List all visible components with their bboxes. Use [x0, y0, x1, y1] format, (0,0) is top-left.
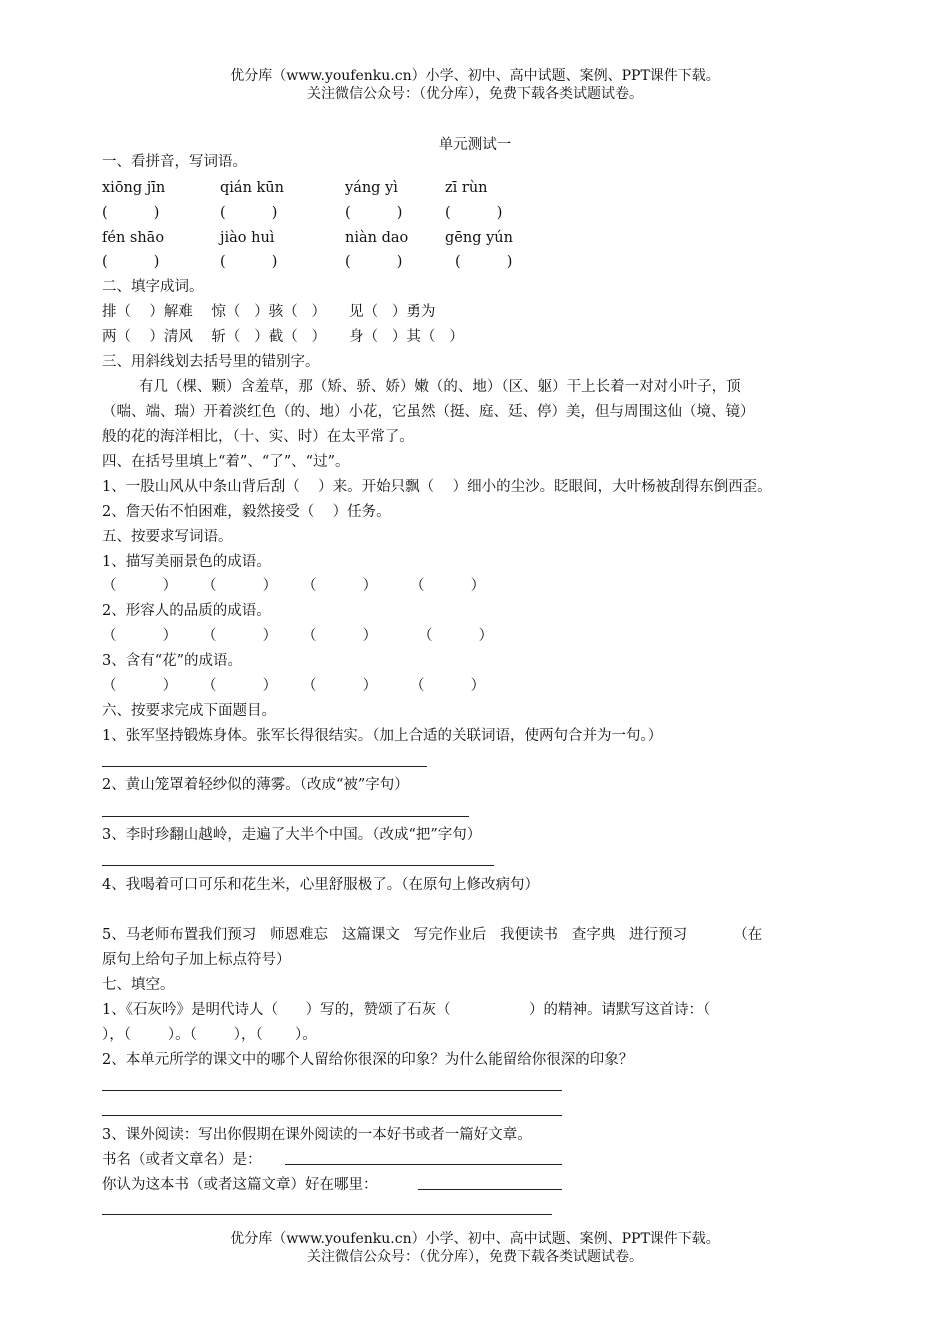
question-6-5-cont: 原句上给句子加上标点符号）: [102, 952, 291, 968]
why-good-line[interactable]: [418, 1189, 562, 1190]
question-7-2: 2、本单元所学的课文中的哪个人留给你很深的印象？为什么能留给你很深的印象？: [102, 1052, 634, 1068]
passage-line-2: （喘、端、瑞）开着淡红色（的、地）小花，它虽然（挺、庭、廷、停）美，但与周围这仙（境、镜）: [102, 404, 755, 420]
answer-blank[interactable]: ( ): [345, 205, 403, 221]
question-4-1: 1、一股山风从中条山背后刮（ ）来。开始只飘（ ）细小的尘沙。眨眼间，大叶杨被刮得东倒西歪。: [102, 479, 772, 495]
question-6-5: 5、马老师布置我们预习 师恩难忘 这篇课文 写完作业后 我便读书 查字典 进行预习 （在: [102, 927, 763, 943]
question-6-1: 1、张军坚持锻炼身体。张军长得很结实。（加上合适的关联词语，使两句合并为一句。）: [102, 728, 663, 744]
section-7-heading: 七、填空。: [102, 977, 175, 993]
question-7-1-cont: ），（ ）。（ ），（ ）。: [102, 1027, 317, 1043]
why-good-label: 你认为这本书（或者这篇文章）好在哪里：: [102, 1177, 378, 1193]
answer-line[interactable]: [102, 1115, 562, 1116]
header-line-2: 关注微信公众号：（优分库），免费下载各类试题试卷。: [307, 86, 643, 102]
answer-line[interactable]: [102, 1214, 552, 1215]
answer-blank[interactable]: （ ）: [418, 628, 494, 644]
page-title: 单元测试一: [438, 137, 512, 153]
footer-line-2: 关注微信公众号：（优分库），免费下载各类试题试卷。: [307, 1249, 643, 1265]
pinyin-7: niàn dao: [345, 230, 409, 246]
book-title-label: 书名（或者文章名）是：: [102, 1152, 262, 1168]
answer-blank[interactable]: （ ）: [302, 678, 378, 694]
question-6-4: 4、我喝着可口可乐和花生米，心里舒服极了。（在原句上修改病句）: [102, 877, 539, 893]
section-3-heading: 三、用斜线划去括号里的错别字。: [102, 354, 320, 370]
fill-row-1: 排（ ）解难 惊（ ）骇（ ） 见（ ）勇为: [102, 304, 436, 320]
answer-blank[interactable]: ( ): [345, 254, 403, 270]
question-6-2: 2、黄山笼罩着轻纱似的薄雾。（改成“被”字句）: [102, 777, 409, 793]
answer-blank[interactable]: （ ）: [410, 578, 486, 594]
question-7-1: 1、《石灰吟》是明代诗人（ ）写的，赞颂了石灰（ ）的精神。请默写这首诗：（: [102, 1002, 711, 1018]
section-2-heading: 二、填字成词。: [102, 279, 204, 295]
answer-blank[interactable]: （ ）: [202, 578, 278, 594]
pinyin-2: qián kūn: [220, 180, 284, 196]
header-line-1: 优分库（www.youfenku.cn）小学、初中、高中试题、案例、PPT课件下载。: [230, 68, 720, 84]
passage-line-3: 般的花的海洋相比，（十、实、时）在太平常了。: [102, 429, 414, 445]
question-7-3: 3、课外阅读：写出你假期在课外阅读的一本好书或者一篇好文章。: [102, 1127, 532, 1143]
answer-blank[interactable]: ( ): [102, 254, 160, 270]
pinyin-6: jiào huì: [220, 230, 275, 246]
pinyin-1: xiōng jīn: [102, 180, 166, 196]
answer-line[interactable]: [102, 816, 469, 817]
answer-blank[interactable]: ( ): [220, 205, 278, 221]
passage-line-1: 有几（棵、颗）含羞草，那（矫、骄、娇）嫩（的、地）（区、躯）干上长着一对对小叶子，顶: [102, 379, 741, 395]
section-4-heading: 四、在括号里填上“着”、“了”、“过”。: [102, 454, 350, 470]
answer-blank[interactable]: （ ）: [102, 578, 178, 594]
section-6-heading: 六、按要求完成下面题目。: [102, 703, 276, 719]
pinyin-5: fén shāo: [102, 230, 165, 246]
question-5-1: 1、描写美丽景色的成语。: [102, 554, 271, 570]
fill-row-2: 两（ ）清风 斩（ ）截（ ） 身（ ）其（ ）: [102, 329, 464, 345]
answer-blank[interactable]: （ ）: [410, 678, 486, 694]
section-1-heading: 一、看拼音，写词语。: [102, 154, 247, 170]
pinyin-8: gēng yún: [445, 230, 513, 246]
answer-line[interactable]: [102, 865, 494, 866]
pinyin-4: zī rùn: [445, 180, 488, 196]
answer-blank[interactable]: ( ): [102, 205, 160, 221]
book-title-line[interactable]: [285, 1164, 562, 1165]
answer-blank[interactable]: （ ）: [202, 678, 278, 694]
question-5-2: 2、形容人的品质的成语。: [102, 603, 271, 619]
answer-blank[interactable]: （ ）: [102, 628, 178, 644]
answer-line[interactable]: [102, 766, 427, 767]
footer-line-1: 优分库（www.youfenku.cn）小学、初中、高中试题、案例、PPT课件下载。: [230, 1231, 720, 1247]
answer-blank[interactable]: ( ): [445, 205, 503, 221]
question-6-3: 3、李时珍翻山越岭，走遍了大半个中国。（改成“把”字句）: [102, 827, 482, 843]
answer-blank[interactable]: （ ）: [302, 578, 378, 594]
answer-blank[interactable]: ( ): [455, 254, 513, 270]
question-4-2: 2、詹天佑不怕困难，毅然接受（ ）任务。: [102, 504, 391, 520]
section-5-heading: 五、按要求写词语。: [102, 529, 233, 545]
question-5-3: 3、含有“花”的成语。: [102, 653, 243, 669]
answer-blank[interactable]: （ ）: [202, 628, 278, 644]
pinyin-3: yáng yì: [345, 180, 398, 196]
answer-line[interactable]: [102, 1090, 562, 1091]
answer-blank[interactable]: （ ）: [302, 628, 378, 644]
answer-blank[interactable]: ( ): [220, 254, 278, 270]
answer-blank[interactable]: （ ）: [102, 678, 178, 694]
